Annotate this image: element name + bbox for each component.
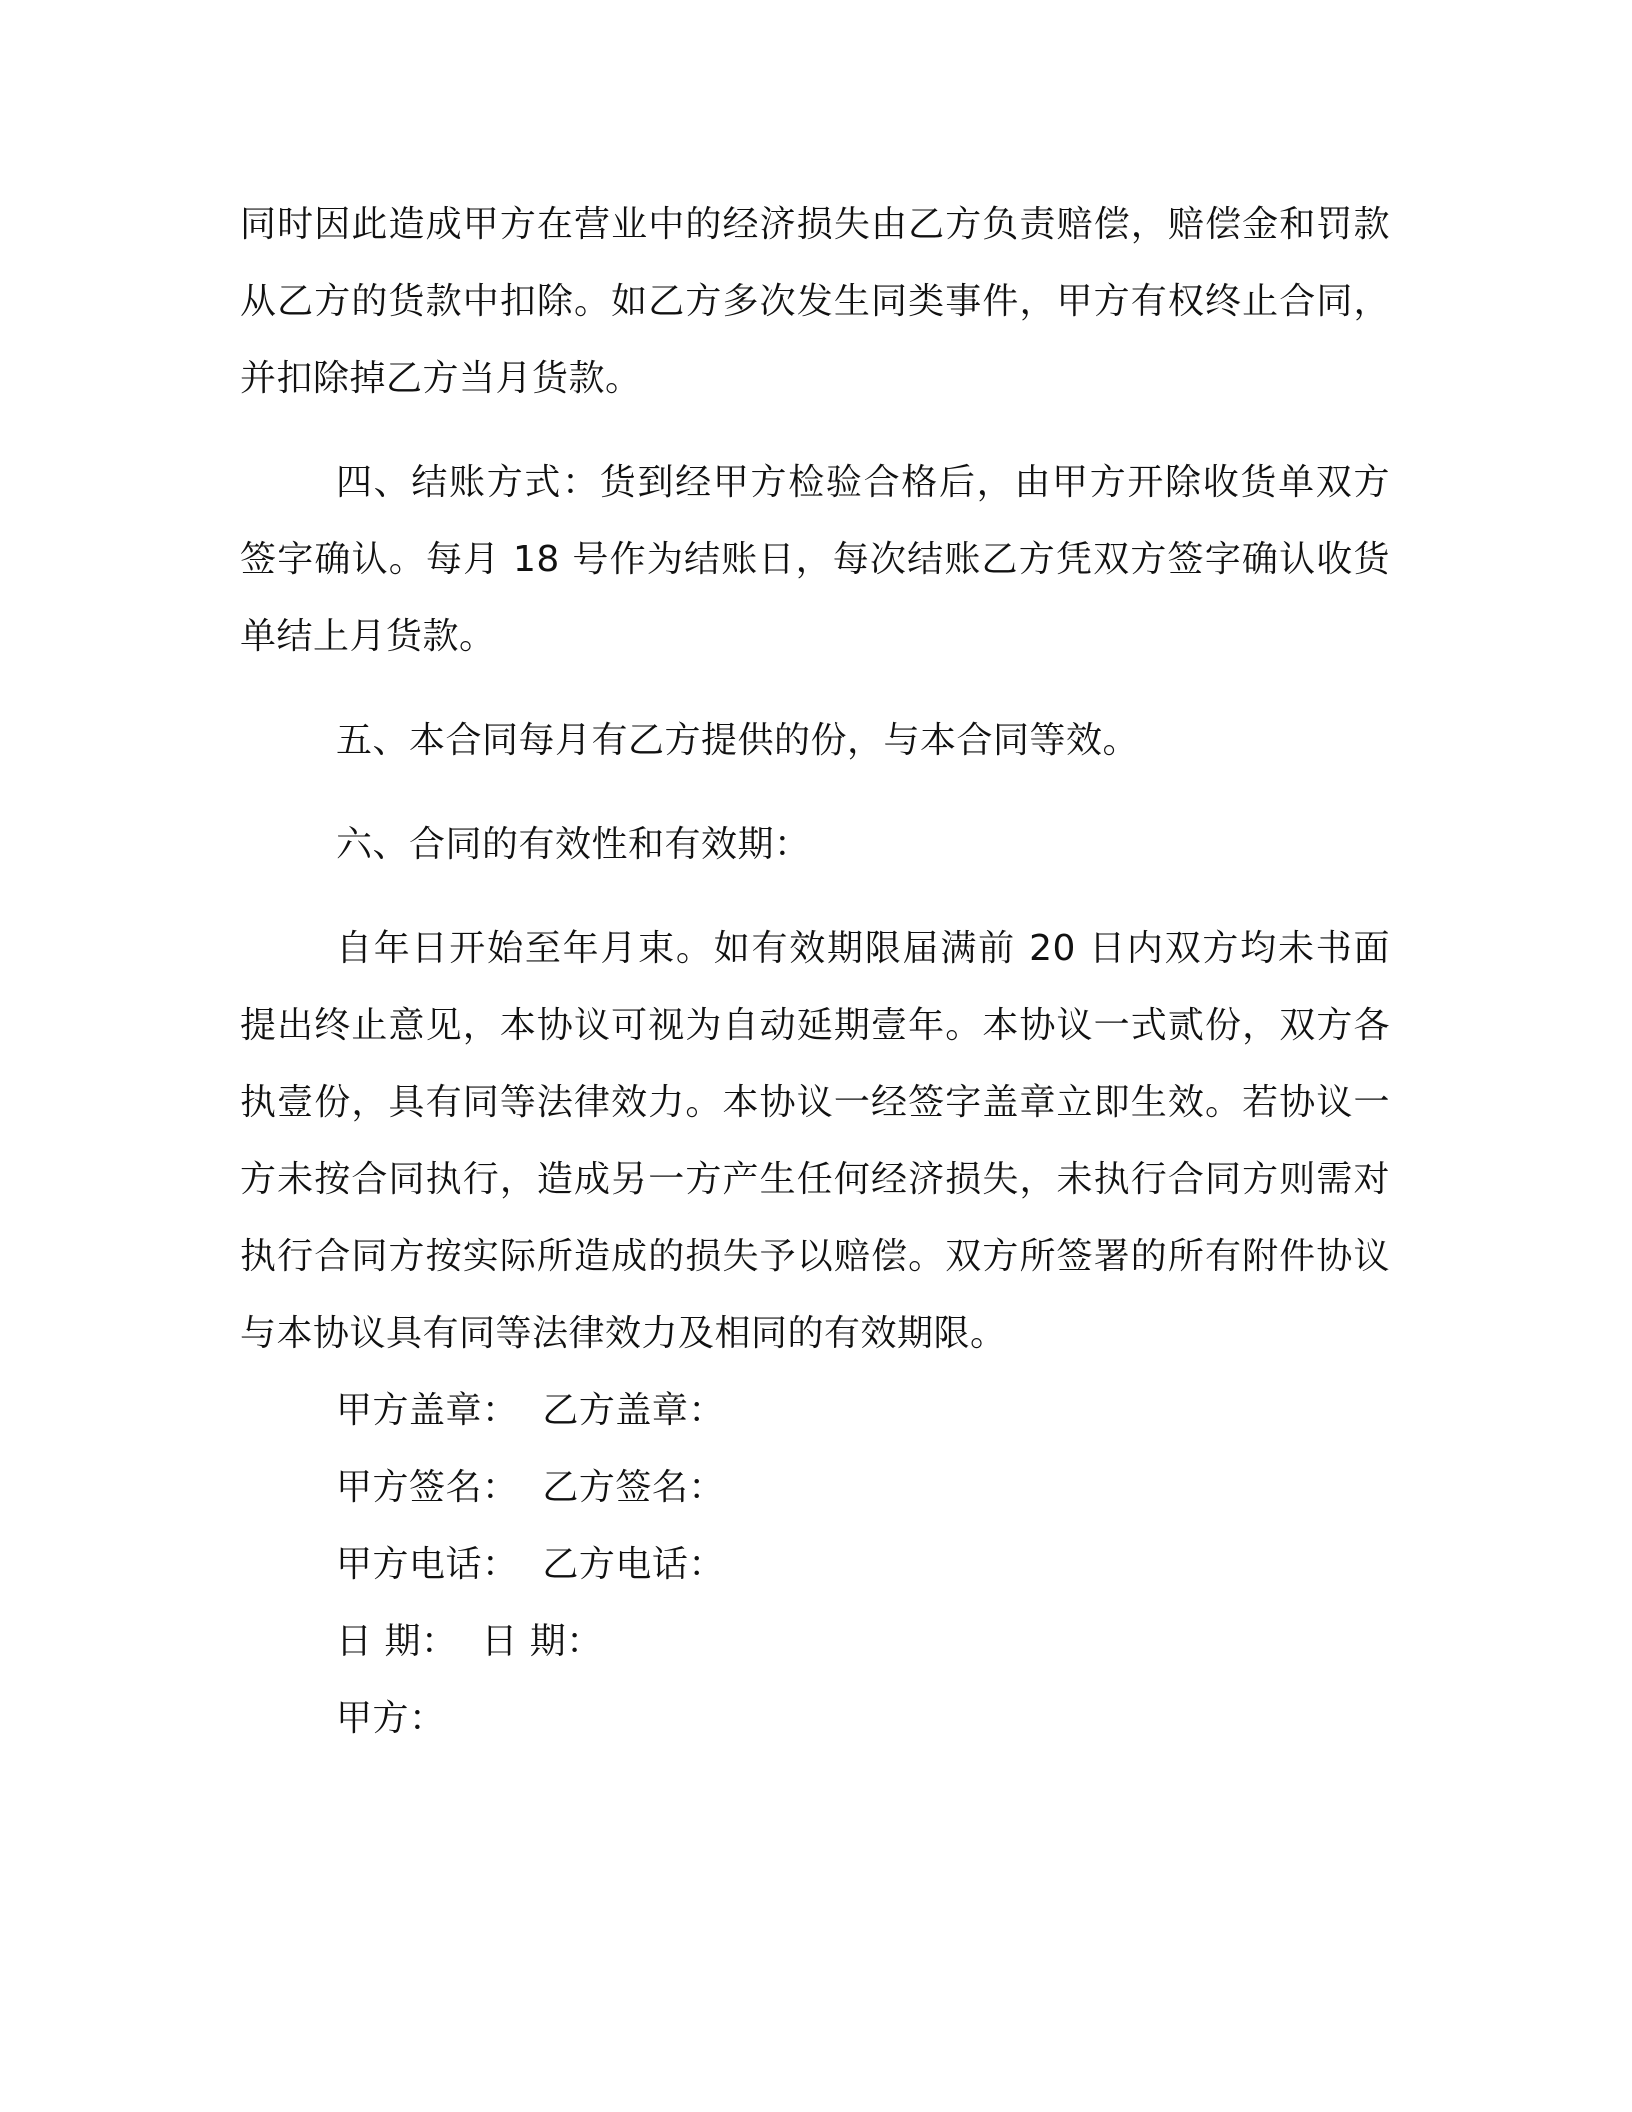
signature-block <box>240 1372 1390 1757</box>
signature-name-line: 甲方签名： 乙方签名： <box>336 1467 725 1508</box>
paragraph-clause-6-heading: 六、合同的有效性和有效期： <box>336 824 811 865</box>
paragraph-clause-6-validity: 自年日开始至年月束。如有效期限届满前 20 日内双方均未书面提出终止意见，本协议可视为自动延期壹年。本协议一式贰份，双方各执壹份，具有同等法律效力。本协议一经签字盖章立即生效。若协议一方未按合同执行，造成另一方产生任何经济损失，未执行合同方则需对执行合同方按实际所造成的损失予以赔偿。双方所签署的所有附件协议与本协议具有同等法律效力及相同的有效期限。 <box>240 928 1390 1354</box>
signature-party-a-line: 甲方： <box>336 1698 446 1739</box>
paragraph-clause-4-settlement: 四、结账方式：货到经甲方检验合格后，由甲方开除收货单双方签字确认。每月 18 号作为结账日，每次结账乙方凭双方签字确认收货单结上月货款。 <box>240 462 1390 657</box>
paragraph-continued-penalty: 同时因此造成甲方在营业中的经济损失由乙方负责赔偿，赔偿金和罚款从乙方的货款中扣除。如乙方多次发生同类事件，甲方有权终止合同，并扣除掉乙方当月货款。 <box>240 204 1390 399</box>
paragraph-clause-5-copies: 五、本合同每月有乙方提供的份，与本合同等效。 <box>336 720 1140 761</box>
signature-seal-line: 甲方盖章： 乙方盖章： <box>336 1390 725 1431</box>
document-body <box>240 186 1390 1757</box>
signature-phone-line: 甲方电话： 乙方电话： <box>336 1544 725 1585</box>
signature-date-line: 日 期： 日 期： <box>336 1621 603 1662</box>
